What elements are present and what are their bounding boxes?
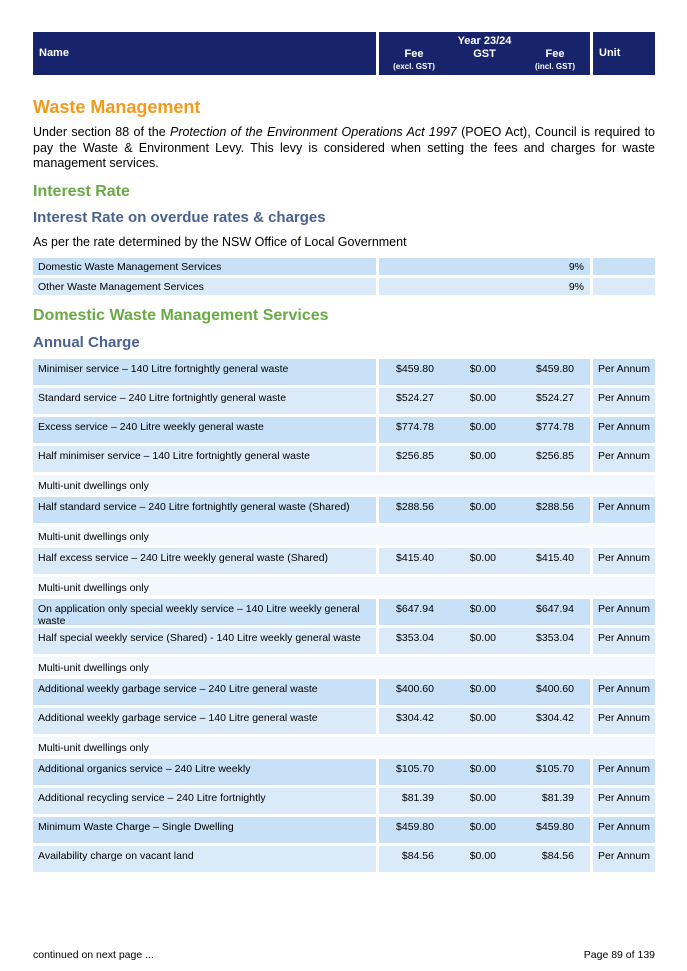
interest-rate-cell <box>379 278 590 295</box>
item-name-cell <box>33 628 376 654</box>
header-fee-excl-sub: (excl. GST) <box>393 62 435 71</box>
item-name-cell <box>33 788 376 814</box>
table-row <box>33 417 655 443</box>
fee-incl-gst: $288.56 <box>536 501 574 513</box>
gst-amount: $0.00 <box>469 792 496 804</box>
interest-unit-cell <box>593 258 655 275</box>
fee-incl-gst: $105.70 <box>536 763 574 775</box>
unit-cell <box>593 446 655 472</box>
interest-name: Domestic Waste Management Services <box>38 261 222 273</box>
item-name: Half excess service – 240 Litre weekly general waste (Shared) <box>38 552 329 564</box>
unit-label: Per Annum <box>598 501 650 513</box>
gst-amount: $0.00 <box>469 363 496 375</box>
item-fee-cells <box>379 359 590 385</box>
item-name: Additional weekly garbage service – 140 Litre general waste <box>38 712 318 724</box>
intro-before: Under section 88 of the <box>33 125 170 139</box>
table-row <box>33 497 655 523</box>
item-fee-cells <box>379 817 590 843</box>
fee-excl-gst: $774.78 <box>396 421 434 433</box>
table-row <box>33 679 655 705</box>
gst-amount: $0.00 <box>469 501 496 513</box>
item-name: Additional organics service – 240 Litre weekly <box>38 763 251 775</box>
note-row <box>33 657 655 676</box>
item-fee-cells <box>379 599 590 625</box>
table-row <box>33 846 655 872</box>
item-name: Half minimiser service – 140 Litre fortnightly general waste <box>38 450 310 462</box>
item-name: On application only special weekly service – 140 Litre weekly general waste <box>38 603 360 627</box>
item-name: Half standard service – 240 Litre fortnightly general waste (Shared) <box>38 501 350 513</box>
fee-incl-gst: $524.27 <box>536 392 574 404</box>
table-row <box>33 817 655 843</box>
item-name-cell <box>33 817 376 843</box>
fee-excl-gst: $81.39 <box>401 792 434 804</box>
unit-label: Per Annum <box>598 792 650 804</box>
fee-excl-gst: $84.56 <box>401 850 434 862</box>
fee-table <box>33 359 655 875</box>
table-row <box>33 388 655 414</box>
table-row <box>33 788 655 814</box>
item-fee-cells <box>379 759 590 785</box>
unit-label: Per Annum <box>598 712 650 724</box>
unit-label: Per Annum <box>598 632 650 644</box>
gst-amount: $0.00 <box>469 763 496 775</box>
intro-act: Protection of the Environment Operations Act 1997 <box>169 125 457 139</box>
interest-table <box>33 258 655 298</box>
gst-amount: $0.00 <box>469 821 496 833</box>
item-fee-cells <box>379 708 590 734</box>
unit-cell <box>593 599 655 625</box>
header-year-cell <box>379 32 590 75</box>
item-name: Minimiser service – 140 Litre fortnightly general waste <box>38 363 289 375</box>
item-name-cell <box>33 417 376 443</box>
header-gst <box>449 48 520 60</box>
header-gst-label: GST <box>473 48 496 60</box>
header-name-cell <box>33 32 376 75</box>
item-name-cell <box>33 599 376 625</box>
item-fee-cells <box>379 497 590 523</box>
domestic-subheading: Annual Charge <box>33 334 140 351</box>
item-fee-cells <box>379 446 590 472</box>
gst-amount: $0.00 <box>469 683 496 695</box>
note-row <box>33 475 655 494</box>
table-row <box>33 708 655 734</box>
note-text: Multi-unit dwellings only <box>33 577 655 596</box>
item-name: Minimum Waste Charge – Single Dwelling <box>38 821 234 833</box>
fee-incl-gst: $84.56 <box>541 850 574 862</box>
fee-incl-gst: $459.80 <box>536 821 574 833</box>
interest-rate: 9% <box>568 261 584 273</box>
item-name-cell <box>33 679 376 705</box>
interest-name-cell <box>33 258 376 275</box>
item-fee-cells <box>379 788 590 814</box>
gst-amount: $0.00 <box>469 450 496 462</box>
unit-label: Per Annum <box>598 450 650 462</box>
gst-amount: $0.00 <box>469 712 496 724</box>
interest-row <box>33 278 655 295</box>
note-text: Multi-unit dwellings only <box>33 657 655 676</box>
header-fee-excl-label: Fee <box>404 48 424 60</box>
unit-label: Per Annum <box>598 603 650 615</box>
item-fee-cells <box>379 679 590 705</box>
fee-incl-gst: $415.40 <box>536 552 574 564</box>
unit-cell <box>593 708 655 734</box>
unit-label: Per Annum <box>598 392 650 404</box>
unit-cell <box>593 628 655 654</box>
item-fee-cells <box>379 417 590 443</box>
unit-label: Per Annum <box>598 683 650 695</box>
item-name: Availability charge on vacant land <box>38 850 194 862</box>
fee-excl-gst: $256.85 <box>396 450 434 462</box>
unit-label: Per Annum <box>598 552 650 564</box>
note-row <box>33 577 655 596</box>
unit-cell <box>593 359 655 385</box>
item-name: Half special weekly service (Shared) - 140 Litre weekly general waste <box>38 632 361 644</box>
unit-cell <box>593 759 655 785</box>
fee-excl-gst: $288.56 <box>396 501 434 513</box>
table-row <box>33 759 655 785</box>
footer-page-number: Page 89 of 139 <box>583 949 655 961</box>
note-row <box>33 737 655 756</box>
gst-amount: $0.00 <box>469 850 496 862</box>
footer-continued: continued on next page ... <box>33 949 154 961</box>
gst-amount: $0.00 <box>469 552 496 564</box>
table-row <box>33 599 655 625</box>
item-name-cell <box>33 497 376 523</box>
interest-heading: Interest Rate <box>33 183 130 200</box>
header-name-label: Name <box>39 47 69 59</box>
header-year-label: Year 23/24 <box>457 35 512 47</box>
fee-incl-gst: $647.94 <box>536 603 574 615</box>
fee-incl-gst: $774.78 <box>536 421 574 433</box>
item-name-cell <box>33 708 376 734</box>
fee-incl-gst: $304.42 <box>536 712 574 724</box>
item-name-cell <box>33 446 376 472</box>
item-name-cell <box>33 388 376 414</box>
fee-excl-gst: $459.80 <box>396 363 434 375</box>
interest-unit-cell <box>593 278 655 295</box>
unit-label: Per Annum <box>598 821 650 833</box>
unit-cell <box>593 788 655 814</box>
interest-row <box>33 258 655 275</box>
item-fee-cells <box>379 548 590 574</box>
fee-excl-gst: $353.04 <box>396 632 434 644</box>
section-title: Waste Management <box>33 97 201 117</box>
gst-amount: $0.00 <box>469 392 496 404</box>
unit-cell <box>593 679 655 705</box>
interest-rate: 9% <box>568 281 584 293</box>
item-name: Excess service – 240 Litre weekly general waste <box>38 421 264 433</box>
item-name-cell <box>33 759 376 785</box>
item-name-cell <box>33 359 376 385</box>
item-fee-cells <box>379 388 590 414</box>
note-text: Multi-unit dwellings only <box>33 526 655 545</box>
table-row <box>33 548 655 574</box>
fee-incl-gst: $400.60 <box>536 683 574 695</box>
fee-incl-gst: $81.39 <box>541 792 574 804</box>
header-fee-incl <box>520 48 590 71</box>
unit-cell <box>593 548 655 574</box>
item-name: Additional recycling service – 240 Litre fortnightly <box>38 792 266 804</box>
item-name: Additional weekly garbage service – 240 Litre general waste <box>38 683 318 695</box>
header-fee-incl-label: Fee <box>545 48 565 60</box>
table-row <box>33 446 655 472</box>
fee-excl-gst: $524.27 <box>396 392 434 404</box>
item-name-cell <box>33 548 376 574</box>
fee-excl-gst: $415.40 <box>396 552 434 564</box>
unit-label: Per Annum <box>598 421 650 433</box>
table-row <box>33 359 655 385</box>
fee-excl-gst: $304.42 <box>396 712 434 724</box>
item-name-cell <box>33 846 376 872</box>
unit-cell <box>593 817 655 843</box>
fee-excl-gst: $647.94 <box>396 603 434 615</box>
fee-incl-gst: $256.85 <box>536 450 574 462</box>
fee-incl-gst: $353.04 <box>536 632 574 644</box>
gst-amount: $0.00 <box>469 421 496 433</box>
item-name: Standard service – 240 Litre fortnightly general waste <box>38 392 287 404</box>
interest-name: Other Waste Management Services <box>38 281 204 293</box>
unit-cell <box>593 497 655 523</box>
intro-paragraph <box>33 125 655 172</box>
note-text: Multi-unit dwellings only <box>33 737 655 756</box>
table-row <box>33 628 655 654</box>
interest-text: As per the rate determined by the NSW Office of Local Government <box>33 235 407 249</box>
interest-rate-cell <box>379 258 590 275</box>
unit-label: Per Annum <box>598 763 650 775</box>
unit-label: Per Annum <box>598 363 650 375</box>
fee-incl-gst: $459.80 <box>536 363 574 375</box>
table-header <box>33 32 655 75</box>
header-fee-excl <box>379 48 449 71</box>
header-fee-incl-sub: (incl. GST) <box>535 62 575 71</box>
fee-excl-gst: $400.60 <box>396 683 434 695</box>
domestic-heading: Domestic Waste Management Services <box>33 307 329 324</box>
item-fee-cells <box>379 628 590 654</box>
header-unit-label: Unit <box>599 47 621 59</box>
unit-cell <box>593 417 655 443</box>
interest-name-cell <box>33 278 376 295</box>
note-text: Multi-unit dwellings only <box>33 475 655 494</box>
interest-subheading: Interest Rate on overdue rates & charges <box>33 209 326 226</box>
item-fee-cells <box>379 846 590 872</box>
unit-label: Per Annum <box>598 850 650 862</box>
gst-amount: $0.00 <box>469 632 496 644</box>
fee-excl-gst: $459.80 <box>396 821 434 833</box>
unit-cell <box>593 846 655 872</box>
unit-cell <box>593 388 655 414</box>
header-unit-cell <box>593 32 655 75</box>
gst-amount: $0.00 <box>469 603 496 615</box>
note-row <box>33 526 655 545</box>
fee-excl-gst: $105.70 <box>396 763 434 775</box>
intro-after: (POEO Act), Council is required to pay the Waste & Environment Levy. This levy is considered when setting the fees and charges for waste management services. <box>33 125 655 170</box>
